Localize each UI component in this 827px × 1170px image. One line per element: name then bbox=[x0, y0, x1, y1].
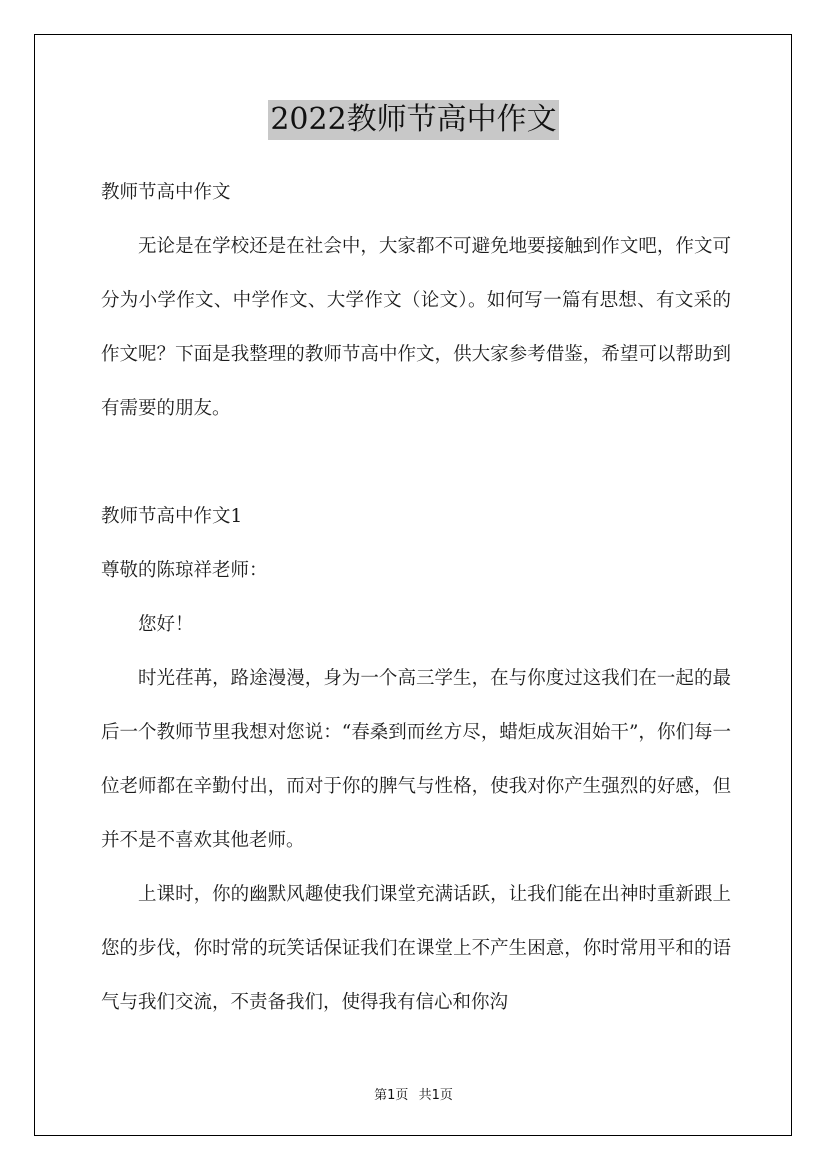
document-title: 2022教师节高中作文 bbox=[268, 100, 558, 140]
blank-line bbox=[101, 436, 731, 490]
section-heading: 教师节高中作文1 bbox=[101, 506, 243, 527]
intro-paragraph: 无论是在学校还是在社会中，大家都不可避免地要接触到作文吧，作文可分为小学作文、中学作文、大学作文（论文）。如何写一篇有思想、有文采的作文呢？下面是我整理的教师节高中作文，供大家参考借鉴，希望可以帮助到有需要的朋友。 bbox=[101, 236, 731, 419]
title-container bbox=[0, 100, 827, 140]
page-number-total: 共1页 bbox=[418, 1088, 453, 1103]
subtitle: 教师节高中作文 bbox=[101, 182, 231, 203]
body-paragraph-1: 时光荏苒，路途漫漫，身为一个高三学生，在与你度过这我们在一起的最后一个教师节里我想对您说：“春桑到而丝方尽，蜡炬成灰泪始干”，你们每一位老师都在辛勤付出，而对于你的脾气与性格，使我对你产生强烈的好感，但并不是不喜欢其他老师。 bbox=[101, 668, 731, 851]
greeting: 您好！ bbox=[138, 614, 194, 635]
page-footer bbox=[0, 1084, 827, 1103]
page-number-current: 第1页 bbox=[374, 1088, 409, 1103]
document-body bbox=[101, 166, 731, 1030]
body-paragraph-2: 上课时，你的幽默风趣使我们课堂充满话跃，让我们能在出神时重新跟上您的步伐，你时常的玩笑话保证我们在课堂上不产生困意，你时常用平和的语气与我们交流，不责备我们，使得我有信心和你沟 bbox=[101, 884, 731, 1013]
salutation: 尊敬的陈琼祥老师： bbox=[101, 560, 268, 581]
